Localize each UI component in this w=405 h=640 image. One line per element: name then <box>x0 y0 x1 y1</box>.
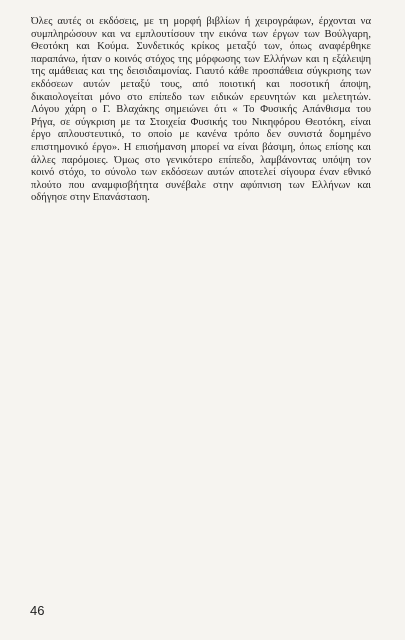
text-line: πλούτο που αναμφισβήτητα συνέβαλε στην αφύπνιση των Ελλήνων και <box>31 179 371 191</box>
text-line: Θεοτόκη και Κούμα. Συνδετικός κρίκος μεταξύ των, όπως αναφέρθηκε <box>31 41 371 53</box>
text-line: οδήγησε στην Επανάσταση. <box>31 192 150 204</box>
body-paragraph <box>31 16 371 205</box>
text-line: κοινό στόχο, το σύνολο των εκδόσεων αυτών αποτελεί σίγουρα έναν εθνικό <box>31 167 371 179</box>
text-line: της αμάθειας και της δεισιδαιμονίας. Γιαυτό κάθε προσπάθεια σύγκρισης των <box>31 66 371 78</box>
text-line: Ρήγα, σε σύγκριση με τα Στοιχεία Φυσικής του Νικηφόρου Θεοτόκη, είναι <box>31 116 371 128</box>
text-line: παραπάνω, ήταν ο κοινός στόχος της μόρφωσης των Ελλήνων και η εξάλειψη <box>31 53 371 65</box>
text-line: Όλες αυτές οι εκδόσεις, με τη μορφή βιβλίων ή χειρογράφων, έρχονται να <box>31 16 371 27</box>
text-line: άλλες παρόμοιες. Όμως στο γενικότερο επίπεδο, λαμβάνοντας υπόψη τον <box>31 154 371 166</box>
text-line: έργο απλουστευτικό, το οποίο με κανένα τρόπο δεν συνιστά δομημένο <box>31 129 371 141</box>
page-number: 46 <box>30 603 45 618</box>
text-line: συμπληρώσουν και να εμπλουτίσουν την εικόνα των έργων των Βούλγαρη, <box>31 28 371 40</box>
text-line: εκδόσεων αυτών μεταξύ τους, από ποιοτική και ποσοτική άποψη, <box>31 78 371 90</box>
text-line: δικαιολογείται μόνο στο επίπεδο των ειδικών ερευνητών και μελετητών. <box>31 91 371 103</box>
text-line: επιστημονικό έργο». Η επισήμανση μπορεί να είναι βάσιμη, όπως επίσης και <box>31 141 371 153</box>
text-line: Λόγου χάρη ο Γ. Βλαχάκης σημειώνει ότι « Το Φυσικής Απάνθισμα του <box>31 104 371 116</box>
